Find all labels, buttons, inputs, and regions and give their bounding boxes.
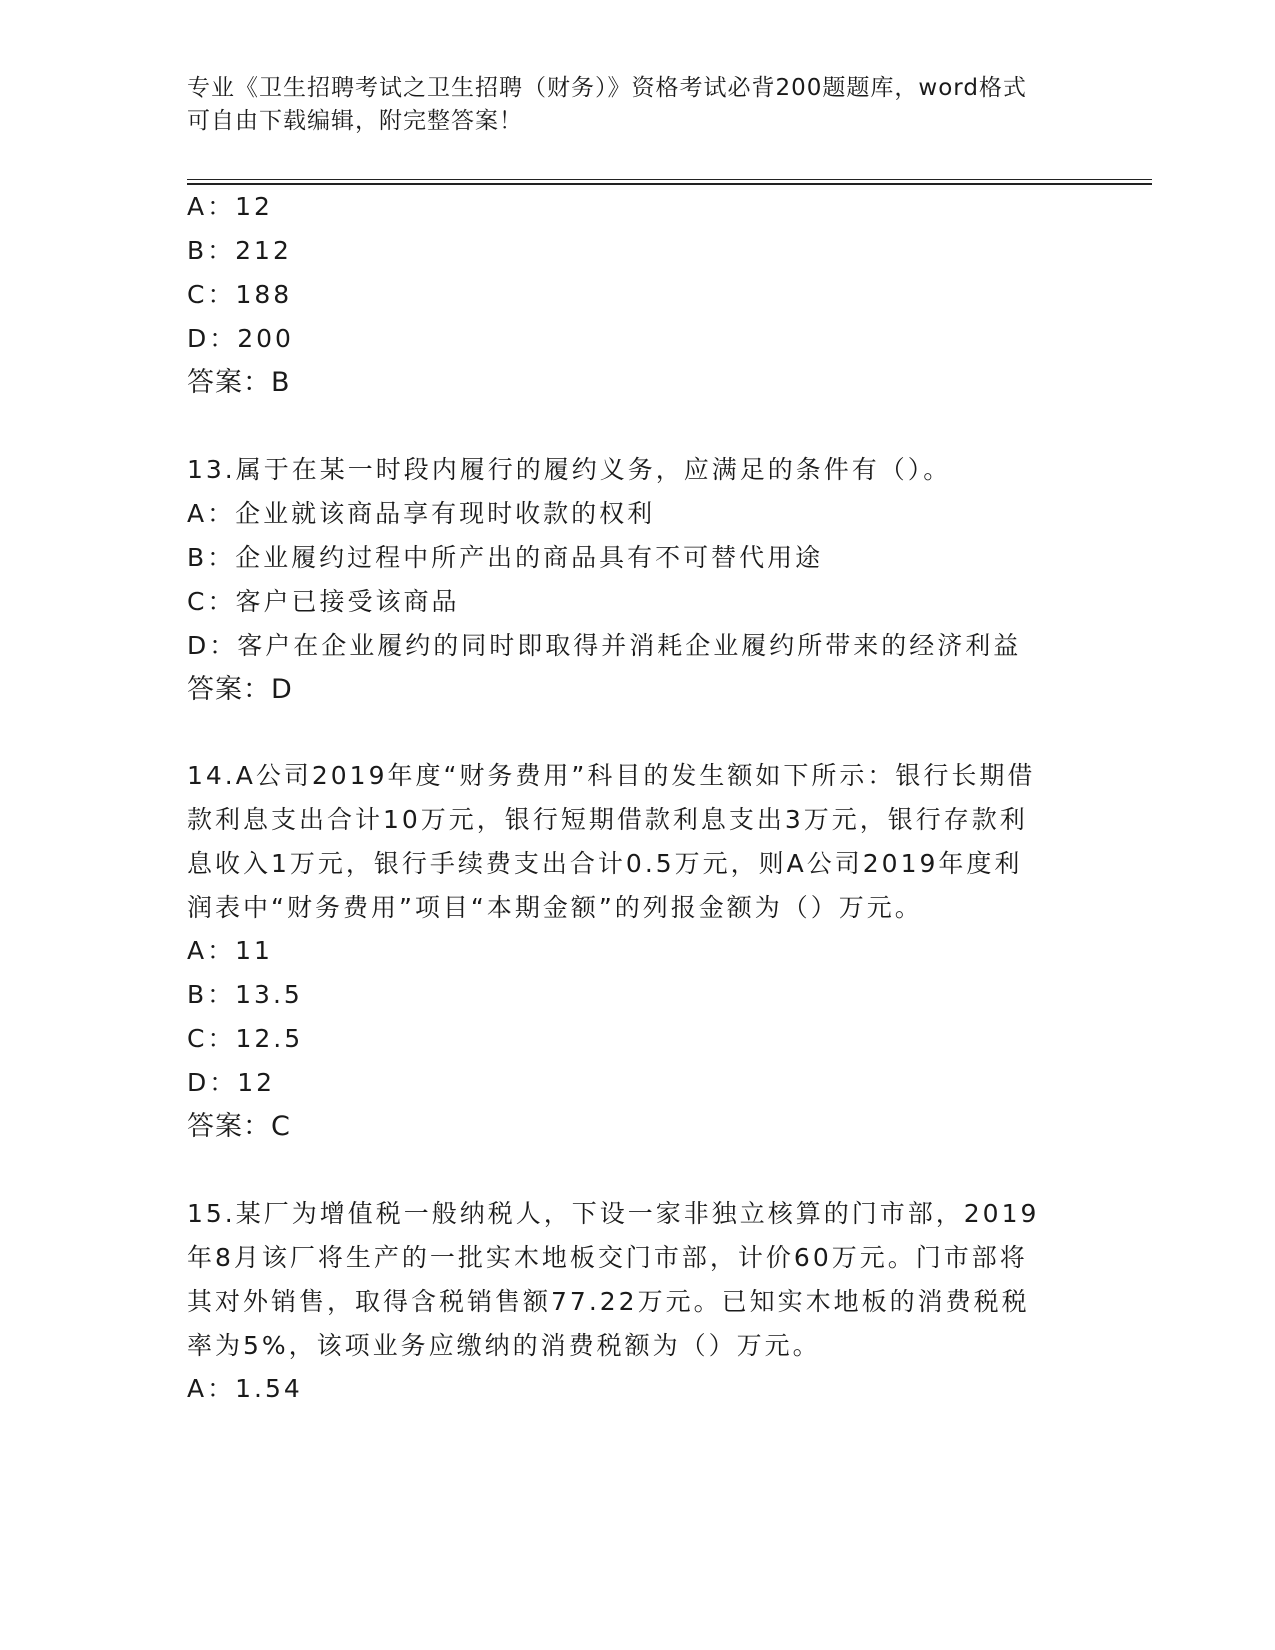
q12-answer: 答案：B (187, 367, 291, 398)
q15-option-a: A：1.54 (187, 1374, 303, 1403)
q13-option-c: C：客户已接受该商品 (187, 587, 460, 616)
header-line-2: 可自由下载编辑，附完整答案！ (187, 108, 523, 134)
header-rule-thick (187, 183, 1152, 185)
header-line-1: 专业《卫生招聘考试之卫生招聘（财务）》资格考试必背200题题库，word格式 (187, 75, 1027, 101)
q12-option-d: D：200 (187, 324, 294, 353)
q12-option-c: C：188 (187, 280, 293, 309)
q13-stem: 13.属于在某一时段内履行的履约义务，应满足的条件有（）。 (187, 455, 952, 484)
header-rule-thin (187, 179, 1152, 180)
document-header (187, 72, 1067, 138)
q15-stem-line-3: 其对外销售，取得含税销售额77.22万元。已知实木地板的消费税税 (187, 1287, 1030, 1316)
q15-stem-line-1: 15.某厂为增值税一般纳税人，下设一家非独立核算的门市部，2019 (187, 1199, 1040, 1228)
q14-stem-line-1: 14.A公司2019年度“财务费用”科目的发生额如下所示：银行长期借 (187, 761, 1036, 790)
q12-option-a: A：12 (187, 192, 273, 221)
q14-option-b: B：13.5 (187, 980, 303, 1009)
q14-stem-line-3: 息收入1万元，银行手续费支出合计0.5万元，则A公司2019年度利 (187, 849, 1023, 878)
q15-stem-line-2: 年8月该厂将生产的一批实木地板交门市部，计价60万元。门市部将 (187, 1243, 1028, 1272)
q14-option-d: D：12 (187, 1068, 276, 1097)
q14-option-c: C：12.5 (187, 1024, 304, 1053)
q13-option-b: B：企业履约过程中所产出的商品具有不可替代用途 (187, 543, 824, 572)
q13-option-d: D：客户在企业履约的同时即取得并消耗企业履约所带来的经济利益 (187, 631, 1022, 660)
q12-option-b: B：212 (187, 236, 292, 265)
q15-stem-line-4: 率为5%，该项业务应缴纳的消费税额为（）万元。 (187, 1331, 821, 1360)
q14-stem-line-2: 款利息支出合计10万元，银行短期借款利息支出3万元，银行存款利 (187, 805, 1028, 834)
q14-option-a: A：11 (187, 936, 273, 965)
q13-option-a: A：企业就该商品享有现时收款的权利 (187, 499, 656, 528)
q13-answer: 答案：D (187, 674, 293, 705)
q14-answer: 答案：C (187, 1111, 291, 1142)
q14-stem-line-4: 润表中“财务费用”项目“本期金额”的列报金额为（）万元。 (187, 893, 923, 922)
